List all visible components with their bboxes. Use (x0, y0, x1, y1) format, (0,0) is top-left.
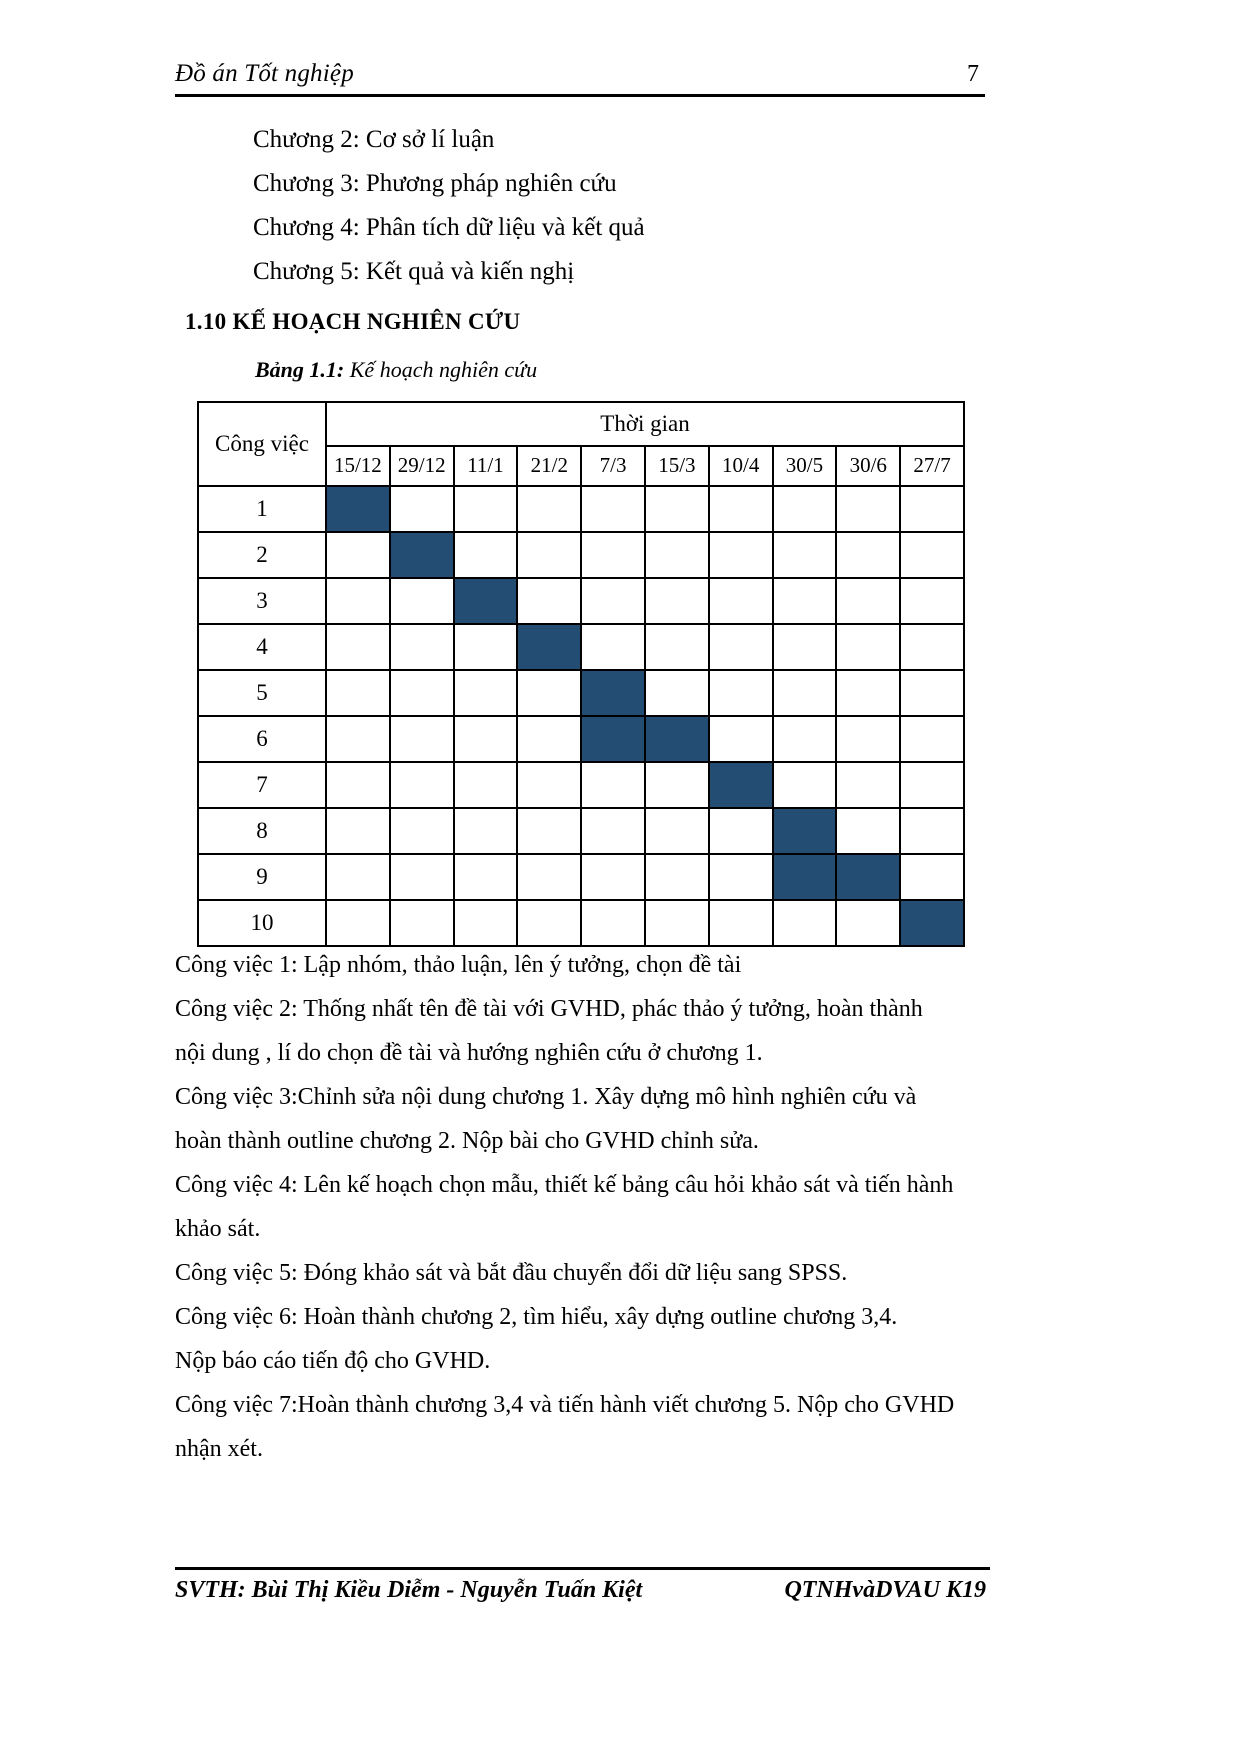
gantt-cell-filled (390, 532, 454, 578)
gantt-cell-empty (581, 854, 645, 900)
table-row (198, 854, 964, 900)
gantt-cell-empty (390, 578, 454, 624)
gantt-cell-filled (581, 670, 645, 716)
gantt-cell-empty (326, 532, 390, 578)
gantt-cell-empty (390, 670, 454, 716)
gantt-cell-empty (773, 486, 837, 532)
header-task: Công việc (198, 402, 326, 486)
body-paragraph: nội dung , lí do chọn đề tài và hướng nghiên cứu ở chương 1. (175, 1039, 763, 1066)
gantt-cell-empty (326, 624, 390, 670)
table-row (198, 670, 964, 716)
gantt-cell-empty (454, 762, 518, 808)
body-paragraph: Công việc 4: Lên kế hoạch chọn mẫu, thiết kế bảng câu hỏi khảo sát và tiến hành (175, 1171, 954, 1198)
gantt-cell-filled (773, 854, 837, 900)
task-number: 5 (198, 670, 326, 716)
gantt-cell-empty (517, 532, 581, 578)
task-number: 2 (198, 532, 326, 578)
gantt-cell-filled (645, 716, 709, 762)
gantt-cell-empty (645, 624, 709, 670)
gantt-cell-empty (836, 762, 900, 808)
table-row (198, 578, 964, 624)
header-divider (175, 94, 985, 97)
header-date: 30/5 (773, 446, 837, 486)
gantt-cell-filled (326, 486, 390, 532)
header-date: 30/6 (836, 446, 900, 486)
gantt-cell-filled (517, 624, 581, 670)
gantt-cell-filled (836, 854, 900, 900)
gantt-cell-empty (581, 486, 645, 532)
gantt-cell-empty (581, 624, 645, 670)
gantt-cell-empty (900, 716, 964, 762)
gantt-cell-empty (645, 670, 709, 716)
gantt-cell-empty (517, 900, 581, 946)
gantt-cell-empty (454, 854, 518, 900)
task-number: 7 (198, 762, 326, 808)
gantt-cell-empty (517, 578, 581, 624)
gantt-cell-empty (709, 854, 773, 900)
gantt-cell-empty (390, 808, 454, 854)
table-row (198, 808, 964, 854)
task-number: 4 (198, 624, 326, 670)
footer-divider (175, 1567, 990, 1570)
gantt-cell-empty (836, 624, 900, 670)
task-number: 9 (198, 854, 326, 900)
header-title: Đồ án Tốt nghiệp (175, 60, 354, 87)
gantt-cell-empty (390, 762, 454, 808)
header-date: 29/12 (390, 446, 454, 486)
gantt-cell-empty (773, 532, 837, 578)
gantt-cell-empty (454, 716, 518, 762)
gantt-cell-empty (326, 670, 390, 716)
gantt-cell-empty (773, 578, 837, 624)
header-date: 21/2 (517, 446, 581, 486)
gantt-cell-empty (454, 808, 518, 854)
header-time: Thời gian (326, 402, 964, 446)
table-row (198, 716, 964, 762)
running-footer (175, 1567, 990, 1604)
gantt-cell-empty (390, 854, 454, 900)
body-paragraph: Nộp báo cáo tiến độ cho GVHD. (175, 1347, 491, 1374)
gantt-cell-empty (454, 532, 518, 578)
gantt-cell-empty (709, 900, 773, 946)
gantt-cell-empty (773, 762, 837, 808)
body-paragraph: Công việc 5: Đóng khảo sát và bắt đầu chuyển đổi dữ liệu sang SPSS. (175, 1259, 848, 1286)
gantt-cell-empty (773, 670, 837, 716)
gantt-cell-empty (645, 808, 709, 854)
gantt-cell-empty (836, 900, 900, 946)
gantt-cell-empty (517, 716, 581, 762)
gantt-cell-filled (900, 900, 964, 946)
gantt-cell-empty (836, 486, 900, 532)
gantt-cell-empty (709, 624, 773, 670)
gantt-cell-empty (836, 532, 900, 578)
gantt-cell-empty (517, 808, 581, 854)
header-date: 27/7 (900, 446, 964, 486)
chapter-list (175, 127, 985, 303)
gantt-cell-empty (517, 762, 581, 808)
table-caption (255, 357, 985, 383)
gantt-cell-empty (900, 670, 964, 716)
gantt-cell-empty (517, 670, 581, 716)
section-heading: 1.10 KẾ HOẠCH NGHIÊN CỨU (185, 308, 521, 334)
gantt-cell-empty (581, 578, 645, 624)
gantt-cell-empty (709, 808, 773, 854)
task-number: 3 (198, 578, 326, 624)
gantt-cell-empty (773, 716, 837, 762)
gantt-cell-empty (773, 624, 837, 670)
gantt-cell-empty (900, 808, 964, 854)
table-row (198, 624, 964, 670)
gantt-cell-empty (326, 716, 390, 762)
gantt-cell-filled (773, 808, 837, 854)
table-row (198, 532, 964, 578)
body-paragraph: nhận xét. (175, 1435, 263, 1462)
gantt-cell-filled (454, 578, 518, 624)
header-date: 7/3 (581, 446, 645, 486)
table-row (198, 486, 964, 532)
body-paragraph: Công việc 6: Hoàn thành chương 2, tìm hiểu, xây dựng outline chương 3,4. (175, 1303, 898, 1330)
gantt-cell-empty (390, 900, 454, 946)
body-paragraph: Công việc 1: Lập nhóm, thảo luận, lên ý tưởng, chọn đề tài (175, 951, 742, 978)
footer-left: SVTH: Bùi Thị Kiều Diễm - Nguyễn Tuấn Kiệt (175, 1577, 643, 1603)
gantt-cell-empty (645, 762, 709, 808)
research-plan-table (197, 401, 965, 947)
gantt-cell-empty (645, 900, 709, 946)
gantt-cell-empty (900, 854, 964, 900)
header-date: 15/12 (326, 446, 390, 486)
gantt-cell-empty (517, 486, 581, 532)
gantt-cell-empty (709, 486, 773, 532)
gantt-cell-filled (581, 716, 645, 762)
gantt-cell-empty (454, 900, 518, 946)
header-date: 11/1 (454, 446, 518, 486)
task-number: 10 (198, 900, 326, 946)
gantt-cell-empty (836, 670, 900, 716)
body-paragraph: Công việc 2: Thống nhất tên đề tài với GVHD, phác thảo ý tưởng, hoàn thành (175, 995, 923, 1022)
gantt-cell-empty (326, 854, 390, 900)
gantt-cell-empty (709, 532, 773, 578)
gantt-cell-empty (900, 624, 964, 670)
gantt-cell-empty (581, 532, 645, 578)
gantt-cell-empty (581, 808, 645, 854)
gantt-cell-empty (581, 762, 645, 808)
gantt-cell-empty (836, 808, 900, 854)
gantt-cell-empty (709, 578, 773, 624)
gantt-cell-filled (709, 762, 773, 808)
gantt-cell-empty (390, 716, 454, 762)
gantt-cell-empty (900, 532, 964, 578)
gantt-cell-empty (454, 624, 518, 670)
footer-right: QTNHvàDVAU K19 (784, 1577, 986, 1603)
running-header (175, 60, 985, 94)
gantt-cell-empty (581, 900, 645, 946)
gantt-cell-empty (517, 854, 581, 900)
caption-label: Bảng 1.1: (255, 356, 345, 382)
gantt-cell-empty (645, 854, 709, 900)
body-paragraph: hoàn thành outline chương 2. Nộp bài cho GVHD chỉnh sửa. (175, 1127, 759, 1154)
gantt-cell-empty (645, 486, 709, 532)
gantt-cell-empty (900, 578, 964, 624)
body-paragraph: Công việc 3:Chỉnh sửa nội dung chương 1. Xây dựng mô hình nghiên cứu và (175, 1083, 917, 1110)
chapter-item: Chương 5: Kết quả và kiến nghị (253, 257, 575, 285)
gantt-cell-empty (454, 670, 518, 716)
gantt-cell-empty (454, 486, 518, 532)
gantt-cell-empty (326, 900, 390, 946)
gantt-cell-empty (709, 670, 773, 716)
footer-row (175, 1577, 990, 1604)
table-header-row-top (198, 402, 964, 446)
gantt-cell-empty (773, 900, 837, 946)
table-row (198, 900, 964, 946)
table-row (198, 762, 964, 808)
page-content (175, 60, 985, 1481)
gantt-cell-empty (326, 762, 390, 808)
chapter-item: Chương 3: Phương pháp nghiên cứu (253, 169, 617, 197)
page-number: 7 (967, 61, 979, 87)
gantt-cell-empty (645, 532, 709, 578)
gantt-cell-empty (390, 486, 454, 532)
gantt-cell-empty (836, 716, 900, 762)
table-body (198, 486, 964, 946)
chapter-item: Chương 4: Phân tích dữ liệu và kết quả (253, 213, 645, 241)
gantt-cell-empty (326, 578, 390, 624)
gantt-cell-empty (900, 486, 964, 532)
task-number: 1 (198, 486, 326, 532)
body-text (175, 953, 985, 1461)
task-number: 8 (198, 808, 326, 854)
body-paragraph: Công việc 7:Hoàn thành chương 3,4 và tiến hành viết chương 5. Nộp cho GVHD (175, 1391, 955, 1418)
gantt-cell-empty (645, 578, 709, 624)
gantt-cell-empty (900, 762, 964, 808)
table-head (198, 402, 964, 486)
gantt-cell-empty (390, 624, 454, 670)
body-paragraph: khảo sát. (175, 1215, 261, 1242)
header-date: 15/3 (645, 446, 709, 486)
gantt-cell-empty (709, 716, 773, 762)
task-number: 6 (198, 716, 326, 762)
header-date: 10/4 (709, 446, 773, 486)
caption-text: Kế hoạch nghiên cứu (344, 356, 538, 382)
chapter-item: Chương 2: Cơ sở lí luận (253, 125, 495, 153)
gantt-cell-empty (326, 808, 390, 854)
gantt-cell-empty (836, 578, 900, 624)
